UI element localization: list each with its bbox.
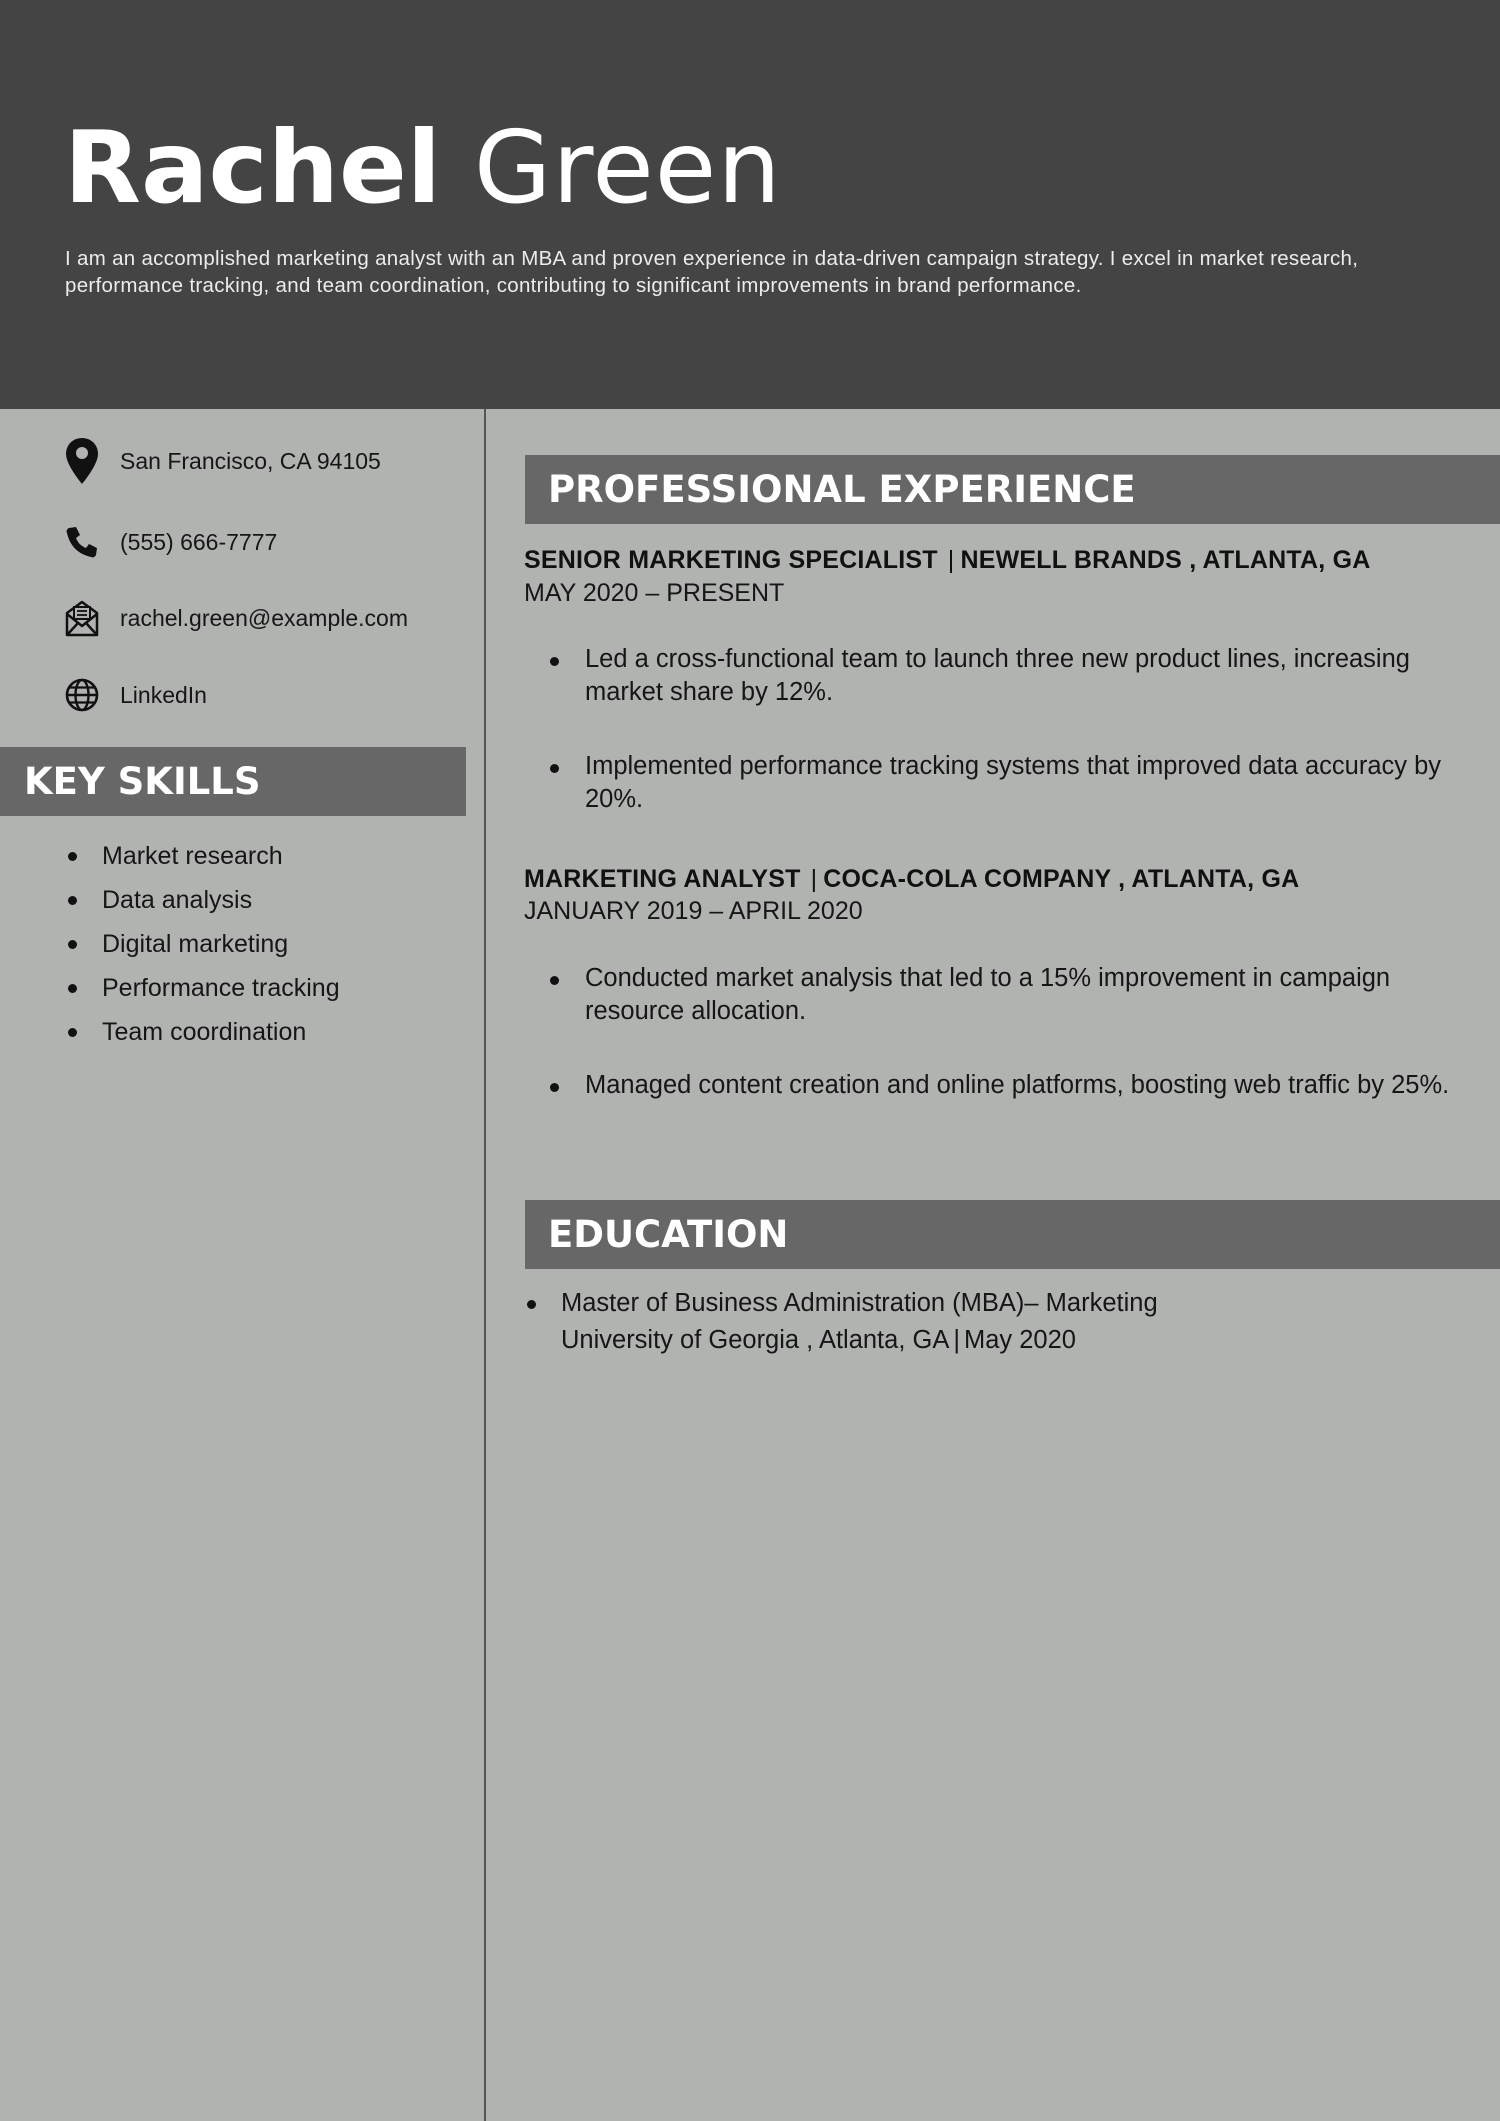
degree: Master of Business Administration (MBA)– Marketing bbox=[561, 1289, 1158, 1317]
job-company: NEWELL BRANDS , ATLANTA, GA bbox=[960, 546, 1371, 574]
education-heading: EDUCATION bbox=[525, 1200, 1500, 1269]
skill-item: Market research bbox=[64, 834, 340, 878]
contact-email bbox=[64, 598, 408, 638]
job-bullet: Led a cross-functional team to launch three new product lines, increasing market share by 12%. bbox=[585, 643, 1455, 709]
job-bullet: Implemented performance tracking systems that improved data accuracy by 20%. bbox=[585, 750, 1455, 816]
skill-item: Data analysis bbox=[64, 878, 340, 922]
skills-list bbox=[64, 834, 340, 1054]
job-title: MARKETING ANALYST bbox=[524, 865, 801, 893]
contact-linkedin bbox=[64, 675, 207, 715]
school: University of Georgia , Atlanta, GA bbox=[561, 1326, 950, 1354]
last-name: Green bbox=[473, 109, 782, 226]
job-dates: JANUARY 2019 – APRIL 2020 bbox=[524, 897, 863, 925]
location-pin-icon bbox=[64, 441, 100, 481]
candidate-name bbox=[64, 108, 782, 228]
job-company: COCA-COLA COMPANY , ATLANTA, GA bbox=[823, 865, 1300, 893]
education-entry bbox=[561, 1285, 1461, 1359]
envelope-icon bbox=[64, 598, 100, 638]
email-text[interactable]: rachel.green@example.com bbox=[120, 604, 408, 631]
phone-icon bbox=[64, 522, 100, 562]
title-separator: | bbox=[947, 546, 955, 574]
address-text: San Francisco, CA 94105 bbox=[120, 447, 381, 474]
job-title-line bbox=[524, 546, 1370, 575]
first-name: Rachel bbox=[64, 109, 442, 226]
globe-icon bbox=[64, 675, 100, 715]
skill-item: Digital marketing bbox=[64, 922, 340, 966]
header-banner bbox=[0, 0, 1500, 409]
contact-address bbox=[64, 441, 381, 481]
key-skills-heading: KEY SKILLS bbox=[0, 747, 466, 816]
column-divider bbox=[484, 409, 486, 2121]
job-title-line bbox=[524, 865, 1299, 894]
school-separator: | bbox=[953, 1326, 960, 1354]
graduation-date: May 2020 bbox=[963, 1326, 1076, 1354]
skill-item: Team coordination bbox=[64, 1010, 340, 1054]
job-bullet: Conducted market analysis that led to a 15% improvement in campaign resource allocation. bbox=[585, 962, 1455, 1028]
skill-item: Performance tracking bbox=[64, 966, 340, 1010]
contact-phone bbox=[64, 522, 277, 562]
linkedin-link[interactable]: LinkedIn bbox=[120, 681, 207, 708]
job-bullet: Managed content creation and online platforms, boosting web traffic by 25%. bbox=[585, 1069, 1455, 1102]
job-title: SENIOR MARKETING SPECIALIST bbox=[524, 546, 938, 574]
phone-text: (555) 666-7777 bbox=[120, 528, 278, 555]
school-line bbox=[561, 1322, 1461, 1359]
title-separator: | bbox=[810, 865, 818, 893]
professional-summary: I am an accomplished marketing analyst with an MBA and proven experience in data-driven campaign strategy. I excel in market research, performance tracking, and team coordination, contributing to significant improvements in brand performance. bbox=[65, 247, 1359, 297]
experience-heading: PROFESSIONAL EXPERIENCE bbox=[525, 455, 1500, 524]
job-dates: MAY 2020 – PRESENT bbox=[524, 579, 785, 607]
